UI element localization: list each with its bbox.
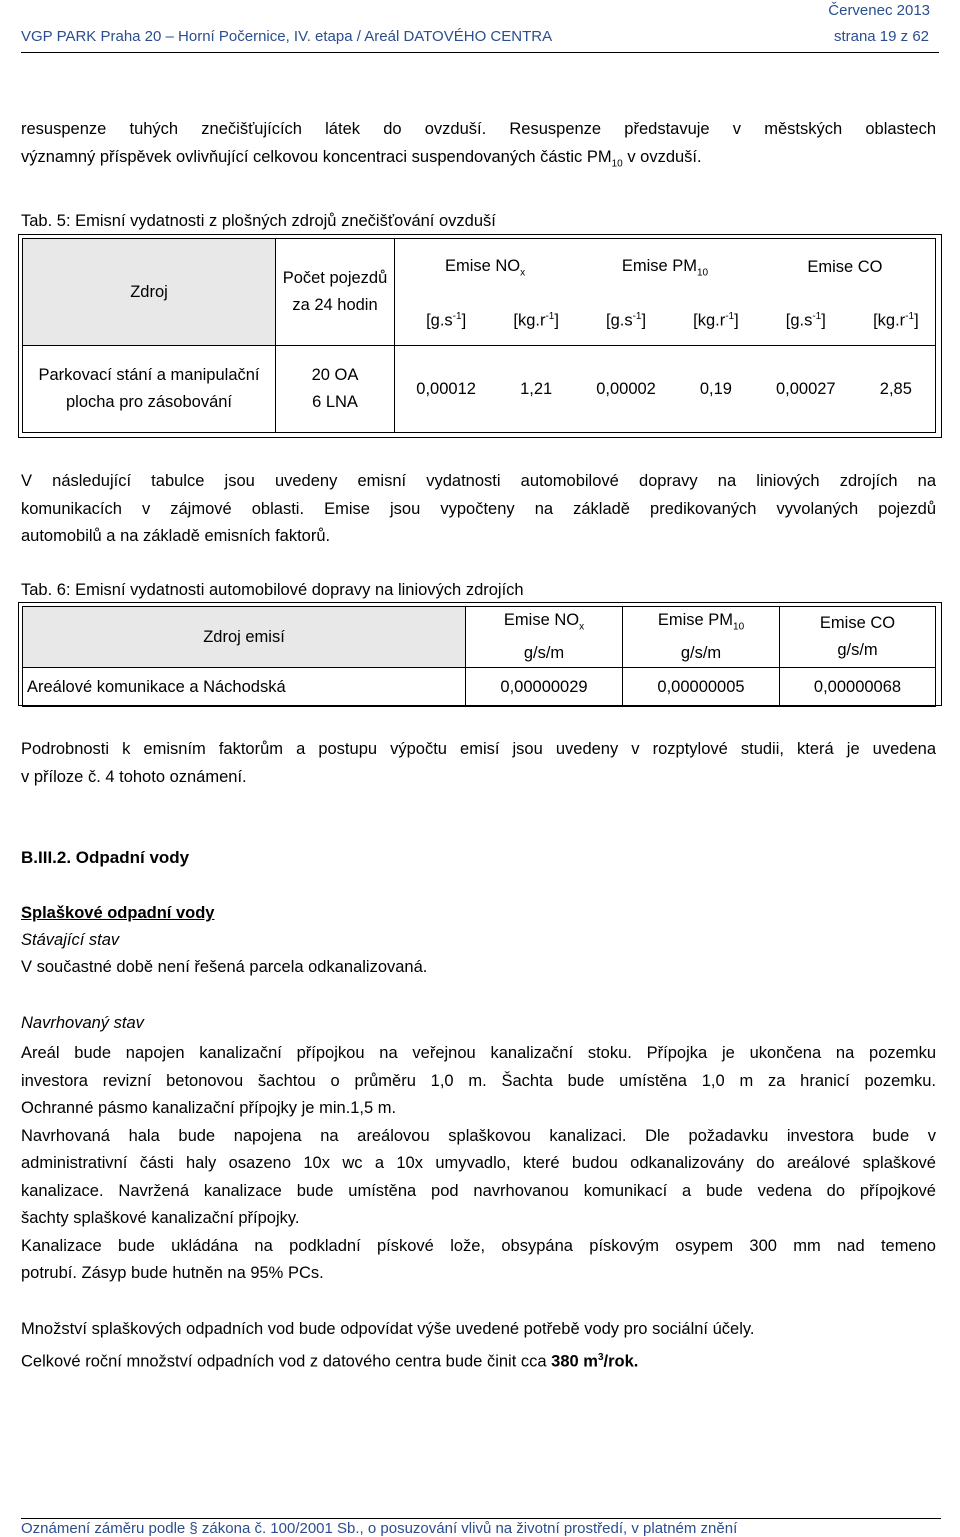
- header-page-number: strana 19 z 62: [833, 28, 929, 45]
- volume-paragraph: [21, 1316, 936, 1376]
- tab5-header-pm: Emise $PM_{10}$: [575, 239, 755, 296]
- tab5-cell: 2,85: [857, 346, 936, 433]
- tab5-unit-gs: $[g.s^{-1}]$: [395, 296, 498, 346]
- proposed-line: potrubí. Zásyp bude hutněn na 95% PCs.: [21, 1264, 324, 1282]
- tab6-cell: 0,00000005: [623, 668, 780, 707]
- tab5-unit-kgr: $[kg.r^{-1}]$: [693, 310, 739, 329]
- tab5-unit-gs: $[g.s^{-1}]$: [605, 310, 647, 329]
- tab5-unit-kgr: $[kg.r^{-1}]$: [857, 296, 936, 346]
- proposed-paragraph: [21, 1040, 936, 1288]
- tab5-cell: 0,00027: [755, 346, 857, 433]
- tab5-header-source: Zdroj: [23, 239, 276, 346]
- tab5-cell: 0,00012: [395, 346, 498, 433]
- intro-paragraph: [21, 116, 936, 177]
- existing-state-label: Stávající stav: [21, 931, 120, 949]
- tab5-unit-gs: $[g.s^{-1}]$: [785, 310, 826, 329]
- tab5-header-count: Počet pojezdů za 24 hodin: [276, 239, 395, 346]
- tab6-caption: Tab. 6: Emisní vydatnosti automobilové dopravy na liniových zdrojích: [21, 581, 524, 599]
- tab6-header-pm: Emise $PM_{10}$ g/s/m: [623, 607, 780, 668]
- intro-line-2: významný příspěvek ovlivňující celkovou koncentraci suspendovaných částic $PM_{10}$ v ovzduší.: [21, 147, 702, 169]
- tab6-table: [22, 606, 936, 707]
- paragraph-2: [21, 468, 936, 551]
- paragraph-2-line: komunikacích v zájmové oblasti. Emise jsou vypočteny na základě predikovaných vyvolaných pojezdů: [21, 499, 936, 518]
- tab6-cell: 0,00000068: [780, 668, 936, 707]
- section-heading: B.III.2. Odpadní vody: [21, 848, 190, 867]
- tab6-header-nox: Emise $NO_x$ g/s/m: [466, 607, 623, 668]
- tab5-cell: 0,19: [677, 346, 755, 433]
- proposed-line: investora revizní betonovou šachtou o průměru 1,0 m. Šachta bude umístěna 1,0 m za hranicí pozemku.: [21, 1071, 936, 1090]
- proposed-line: Navrhovaná hala bude napojena na areálovou splaškovou kanalizaci. Dle požadavku investora bude v: [21, 1126, 936, 1145]
- proposed-line: Ochranné pásmo kanalizační přípojky je min.1,5 m.: [21, 1099, 397, 1117]
- tab5-cell: 0,00002: [575, 346, 677, 433]
- subsection-heading: Splaškové odpadní vody: [21, 904, 215, 922]
- tab5-unit-kgr: $[kg.r^{-1}]$: [513, 310, 559, 329]
- footer-rule: [21, 1518, 941, 1519]
- tab6-header-co: Emise CO g/s/m: [780, 607, 936, 668]
- header-rule: [21, 52, 939, 53]
- proposed-line: šachty splaškové kanalizační přípojky.: [21, 1209, 300, 1227]
- paragraph-3: [21, 736, 936, 791]
- proposed-line: Areál bude napojen kanalizační přípojkou na veřejnou kanalizační stoku. Přípojka je ukončena na pozemku: [21, 1044, 936, 1062]
- tab6-row-source: Areálové komunikace a Náchodská: [23, 668, 466, 707]
- proposed-line: kanalizace. Navržená kanalizace bude umístěna pod navrhovanou komunikací a bude vedena do přípojkové: [21, 1181, 936, 1200]
- tab5-row-source: Parkovací stání a manipulační plocha pro zásobování: [23, 346, 276, 433]
- paragraph-3-line: Podrobnosti k emisním faktorům a postupu výpočtu emisí jsou uvedeny v rozptylové studii, která je uvedena: [21, 740, 936, 758]
- paragraph-3-line: v příloze č. 4 tohoto oznámení.: [21, 767, 247, 786]
- tab5-table: [22, 238, 936, 433]
- tab5-header-nox: Emise $NO_x$: [395, 239, 576, 296]
- header-title: VGP PARK Praha 20 – Horní Počernice, IV. etapa / Areál DATOVÉHO CENTRA: [21, 28, 553, 45]
- paragraph-2-line: V následující tabulce jsou uvedeny emisní vydatnosti automobilové dopravy na liniových zdrojích na: [21, 472, 936, 490]
- tab6-cell: 0,00000029: [466, 668, 623, 707]
- volume-line: Množství splaškových odpadních vod bude odpovídat výše uvedené potřebě vody pro sociální účely.: [21, 1320, 755, 1338]
- footer-text: Oznámení záměru podle § zákona č. 100/2001 Sb., o posuzování vlivů na životní prostředí, v platném znění: [21, 1520, 738, 1537]
- tab5-cell: 1,21: [497, 346, 575, 433]
- proposed-state-label: Navrhovaný stav: [21, 1014, 144, 1032]
- tab5-header-co: Emise CO: [755, 239, 936, 296]
- volume-line-total: Celkové roční množství odpadních vod z datového centra bude činit cca 380 $m^3$/rok.: [21, 1351, 639, 1370]
- intro-line-1: resuspenze tuhých znečišťujících látek do ovzduší. Resuspenze představuje v městských oblastech: [21, 120, 936, 138]
- paragraph-2-line: automobilů a na základě emisních faktorů.: [21, 527, 331, 545]
- tab6-header-source: Zdroj emisí: [23, 607, 466, 668]
- existing-state-text: V součastné době není řešená parcela odkanalizovaná.: [21, 958, 428, 976]
- tab5-caption: Tab. 5: Emisní vydatnosti z plošných zdrojů znečišťování ovzduší: [21, 212, 496, 230]
- header-date: Červenec 2013: [828, 2, 930, 19]
- proposed-line: administrativní části haly osazeno 10x wc a 10x umyvadlo, které budou odkanalizovány do areálové splaškové: [21, 1154, 936, 1172]
- proposed-line: Kanalizace bude ukládána na podkladní pískové lože, obsypána pískovým osypem 300 mm nad temeno: [21, 1236, 936, 1255]
- tab5-row-count: 20 OA 6 LNA: [276, 346, 395, 433]
